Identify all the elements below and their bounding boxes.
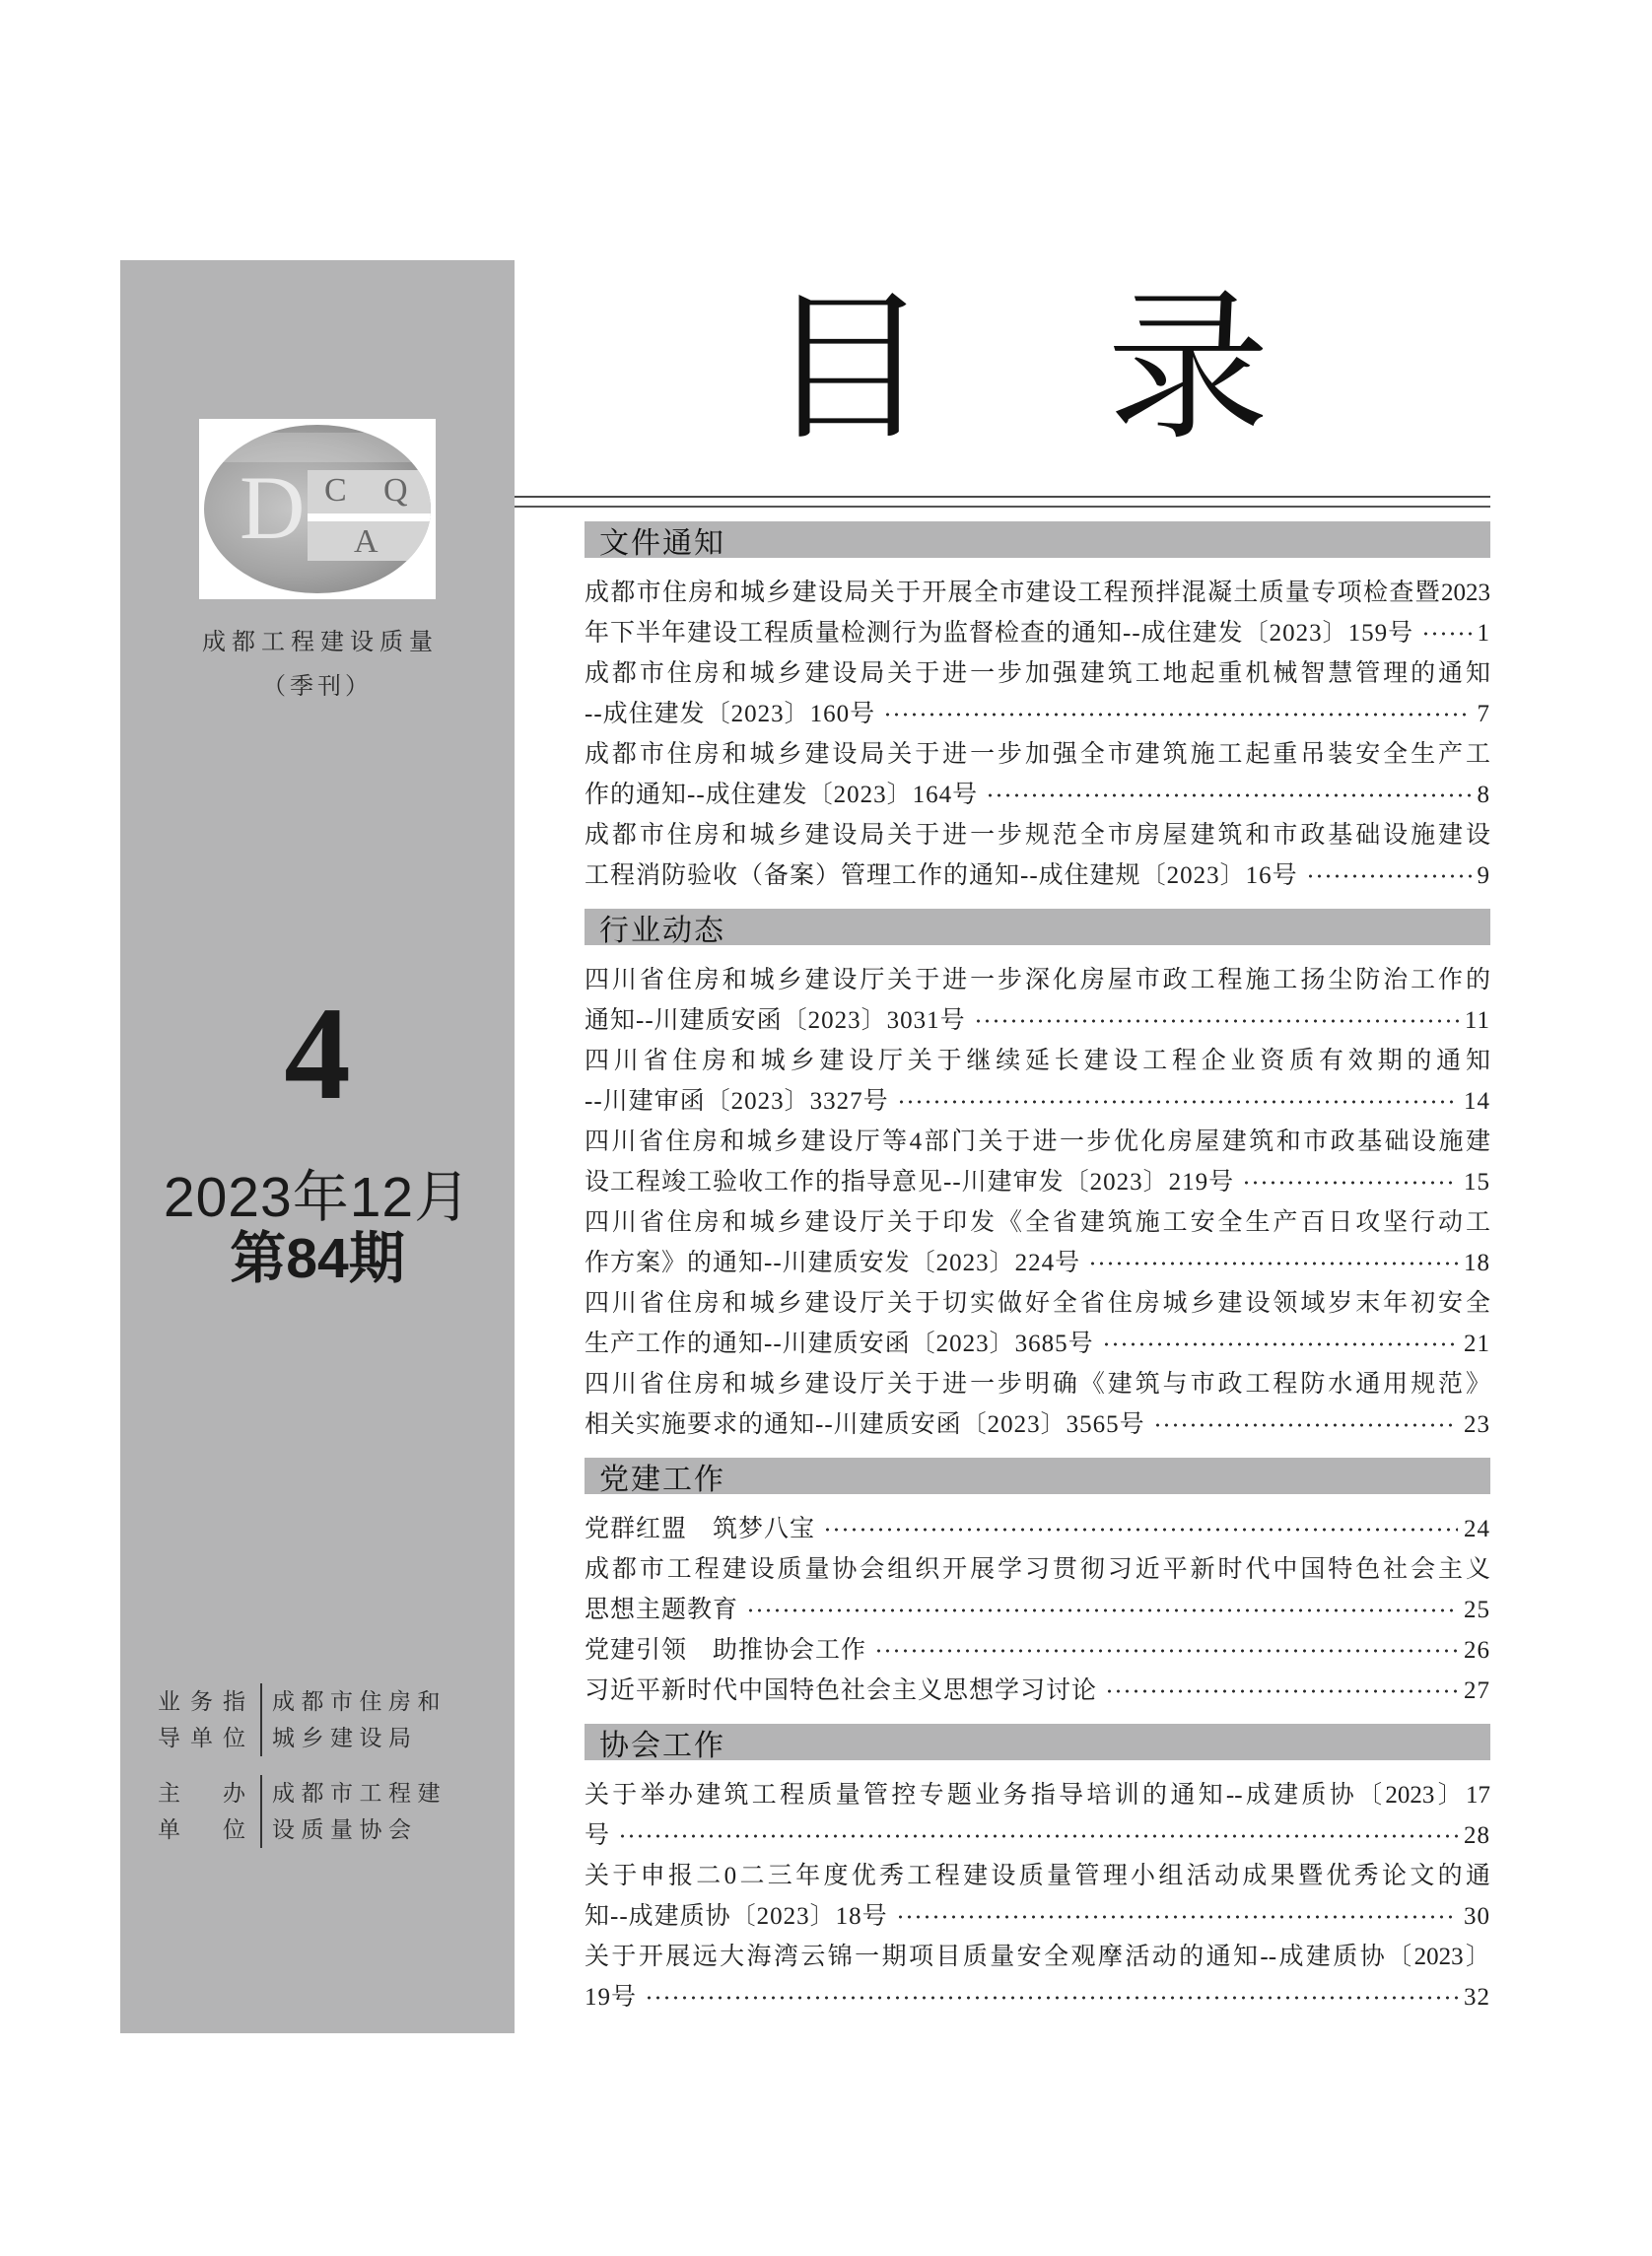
toc-entry-last-line	[585, 1324, 1490, 1364]
dot-leader	[986, 792, 1471, 798]
table-of-contents	[585, 521, 1490, 2030]
toc-entry-last-line	[585, 1630, 1490, 1671]
credit-label	[158, 1683, 245, 1756]
toc-section	[585, 521, 1490, 896]
issue-date: 2023年12月	[163, 1166, 472, 1229]
dot-leader	[897, 1099, 1458, 1105]
toc-page-number: 9	[1477, 862, 1490, 889]
credit-label-line: 单位	[158, 1817, 245, 1842]
toc-page-number: 30	[1464, 1903, 1490, 1930]
toc-entry-last-line	[585, 1404, 1490, 1445]
dot-leader	[1421, 631, 1471, 637]
toc-section	[585, 1458, 1490, 1711]
toc-entry-title-line: 党建引领 助推协会工作	[585, 1637, 867, 1664]
toc-entry	[585, 1775, 1490, 1856]
credit-label-line: 主办	[158, 1781, 245, 1806]
publication-frequency: （季刊）	[262, 674, 373, 700]
dot-leader	[746, 1607, 1458, 1613]
toc-section	[585, 1724, 1490, 2017]
dot-leader	[645, 1995, 1458, 2001]
toc-page-number: 7	[1477, 701, 1490, 727]
toc-page-number: 15	[1464, 1169, 1490, 1196]
dot-leader	[874, 1648, 1458, 1654]
toc-entry-title-line: --川建审函〔2023〕3327号	[585, 1088, 889, 1115]
logo-letter-c: C	[324, 472, 347, 509]
dot-leader	[974, 1018, 1459, 1024]
logo-letter-q: Q	[383, 472, 408, 509]
toc-entry-title-line: 四川省住房和城乡建设厅关于进一步明确《建筑与市政工程防水通用规范》	[585, 1371, 1490, 1398]
section-heading: 党建工作	[585, 1458, 1490, 1494]
toc-entry-last-line	[585, 1081, 1490, 1122]
toc-entry-title-line: 通知--川建质安函〔2023〕3031号	[585, 1007, 966, 1034]
toc-entry-title-line: 作方案》的通知--川建质安发〔2023〕224号	[585, 1250, 1081, 1276]
toc-entry	[585, 1041, 1490, 1122]
toc-entry	[585, 1630, 1490, 1671]
toc-entry	[585, 815, 1490, 896]
credit-value	[272, 1775, 493, 1848]
toc-entry-last-line	[585, 1590, 1490, 1630]
toc-entry-title-line: 工程消防验收（备案）管理工作的通知--成住建规〔2023〕16号	[585, 862, 1298, 889]
toc-entry-last-line	[585, 694, 1490, 734]
credit-guidance-unit	[158, 1683, 493, 1756]
toc-page-number: 11	[1464, 1007, 1490, 1034]
logo-divider	[308, 513, 431, 521]
toc-entry	[585, 1671, 1490, 1711]
credit-label-line: 业务指	[158, 1689, 245, 1714]
toc-entry	[585, 960, 1490, 1041]
toc-entry-title-line: 四川省住房和城乡建设厅关于进一步深化房屋市政工程施工扬尘防治工作的	[585, 967, 1490, 993]
logo-letter-d: D	[240, 457, 306, 558]
toc-entry-title-line: 19号	[585, 1984, 638, 2011]
toc-entry-last-line	[585, 1977, 1490, 2017]
toc-entry	[585, 1509, 1490, 1549]
toc-entry-title-line: --成住建发〔2023〕160号	[585, 701, 876, 727]
toc-entry-last-line	[585, 1243, 1490, 1283]
dot-leader	[1102, 1341, 1458, 1347]
toc-entry	[585, 573, 1490, 653]
toc-entry	[585, 734, 1490, 815]
toc-entry-title-line: 作的通知--成住建发〔2023〕164号	[585, 782, 979, 808]
credit-label	[158, 1775, 245, 1848]
toc-entry-last-line	[585, 1896, 1490, 1937]
credit-value-line: 设质量协会	[272, 1817, 418, 1842]
title-rule-bottom	[515, 506, 1490, 508]
toc-entry-title-line: 关于举办建筑工程质量管控专题业务指导培训的通知--成建质协〔2023〕17	[585, 1782, 1490, 1809]
credit-value-line: 成都市住房和	[272, 1689, 447, 1714]
toc-entry-title-line: 生产工作的通知--川建质安函〔2023〕3685号	[585, 1331, 1094, 1357]
credit-value-line: 成都市工程建	[272, 1781, 447, 1806]
toc-entry-title-line: 四川省住房和城乡建设厅关于印发《全省建筑施工安全生产百日攻坚行动工	[585, 1209, 1490, 1236]
dot-leader	[883, 712, 1471, 718]
toc-entry-title-line: 关于申报二0二三年度优秀工程建设质量管理小组活动成果暨优秀论文的通	[585, 1863, 1490, 1889]
toc-entry	[585, 1937, 1490, 2017]
toc-page-number: 23	[1464, 1411, 1490, 1438]
toc-entry-last-line	[585, 1162, 1490, 1202]
issue-number: 4	[284, 981, 351, 1128]
toc-page-number: 24	[1464, 1516, 1490, 1542]
toc-entry-title-line: 成都市工程建设质量协会组织开展学习贯彻习近平新时代中国特色社会主义	[585, 1556, 1490, 1583]
toc-entry-title-line: 四川省住房和城乡建设厅关于切实做好全省住房城乡建设领域岁末年初安全	[585, 1290, 1490, 1317]
title-rule-top	[515, 496, 1490, 498]
credit-divider	[260, 1683, 262, 1756]
toc-entry-title-line: 成都市住房和城乡建设局关于进一步加强全市建筑施工起重吊装安全生产工	[585, 741, 1490, 768]
toc-entry	[585, 1364, 1490, 1445]
toc-page-number: 21	[1464, 1331, 1490, 1357]
toc-entry	[585, 1122, 1490, 1202]
dot-leader	[823, 1527, 1458, 1533]
credit-value-line: 城乡建设局	[272, 1726, 418, 1750]
dot-leader	[1105, 1688, 1458, 1694]
section-heading: 协会工作	[585, 1724, 1490, 1760]
toc-entry-last-line	[585, 1509, 1490, 1549]
toc-entry-title-line: 四川省住房和城乡建设厅等4部门关于进一步优化房屋建筑和市政基础设施建	[585, 1128, 1490, 1155]
toc-entry	[585, 653, 1490, 734]
dot-leader	[1088, 1261, 1458, 1266]
toc-page-number: 8	[1477, 782, 1490, 808]
dot-leader	[896, 1914, 1458, 1920]
toc-page-number: 27	[1464, 1677, 1490, 1704]
publication-logo	[199, 419, 436, 599]
section-heading: 行业动态	[585, 909, 1490, 945]
toc-page-number: 18	[1464, 1250, 1490, 1276]
dot-leader	[618, 1833, 1458, 1839]
toc-entry	[585, 1549, 1490, 1630]
toc-entry-last-line	[585, 775, 1490, 815]
credit-divider	[260, 1775, 262, 1848]
toc-entry-last-line	[585, 613, 1490, 653]
toc-entry-last-line	[585, 1815, 1490, 1856]
toc-entry-last-line	[585, 855, 1490, 896]
dot-leader	[1306, 873, 1472, 879]
credit-value	[272, 1683, 493, 1756]
toc-entry-title-line: 年下半年建设工程质量检测行为监督检查的通知--成住建发〔2023〕159号	[585, 620, 1414, 647]
dot-leader	[1153, 1422, 1458, 1428]
toc-page-number: 1	[1477, 620, 1490, 647]
toc-page-number: 28	[1464, 1822, 1490, 1849]
publication-name: 成都工程建设质量	[202, 630, 439, 655]
dot-leader	[1242, 1180, 1458, 1186]
toc-entry-title-line: 成都市住房和城乡建设局关于进一步规范全市房屋建筑和市政基础设施建设	[585, 822, 1490, 849]
toc-entry-title-line: 成都市住房和城乡建设局关于开展全市建设工程预拌混凝土质量专项检查暨2023	[585, 580, 1490, 606]
logo-highlight-band	[204, 433, 431, 462]
toc-page-number: 14	[1464, 1088, 1490, 1115]
toc-entry-title-line: 成都市住房和城乡建设局关于进一步加强建筑工地起重机械智慧管理的通知	[585, 660, 1490, 687]
credit-host-unit	[158, 1775, 493, 1848]
toc-entry-title-line: 号	[585, 1822, 611, 1849]
toc-page-number: 26	[1464, 1637, 1490, 1664]
toc-entry-title-line: 思想主题教育	[585, 1597, 739, 1623]
section-heading: 文件通知	[585, 521, 1490, 558]
logo-emblem	[204, 425, 431, 593]
credit-label-line: 导单位	[158, 1726, 245, 1750]
toc-entry	[585, 1283, 1490, 1364]
toc-entry-title-line: 党群红盟 筑梦八宝	[585, 1516, 816, 1542]
issue-serial: 第84期	[230, 1227, 405, 1290]
toc-entry-title-line: 设工程竣工验收工作的指导意见--川建审发〔2023〕219号	[585, 1169, 1235, 1196]
toc-entry	[585, 1856, 1490, 1937]
toc-entry-title-line: 相关实施要求的通知--川建质安函〔2023〕3565号	[585, 1411, 1145, 1438]
toc-entry-last-line	[585, 1000, 1490, 1041]
page-title: 目录	[767, 279, 1447, 459]
toc-entry-last-line	[585, 1671, 1490, 1711]
toc-entry-title-line: 知--成建质协〔2023〕18号	[585, 1903, 888, 1930]
toc-entry-title-line: 习近平新时代中国特色社会主义思想学习讨论	[585, 1677, 1098, 1704]
toc-section	[585, 909, 1490, 1445]
toc-entry-title-line: 关于开展远大海湾云锦一期项目质量安全观摩活动的通知--成建质协〔2023〕	[585, 1944, 1490, 1970]
toc-page-number: 32	[1464, 1984, 1490, 2011]
toc-entry-title-line: 四川省住房和城乡建设厅关于继续延长建设工程企业资质有效期的通知	[585, 1048, 1490, 1074]
toc-entry	[585, 1202, 1490, 1283]
sidebar	[120, 260, 515, 2033]
logo-letter-a: A	[354, 523, 379, 560]
toc-page-number: 25	[1464, 1597, 1490, 1623]
